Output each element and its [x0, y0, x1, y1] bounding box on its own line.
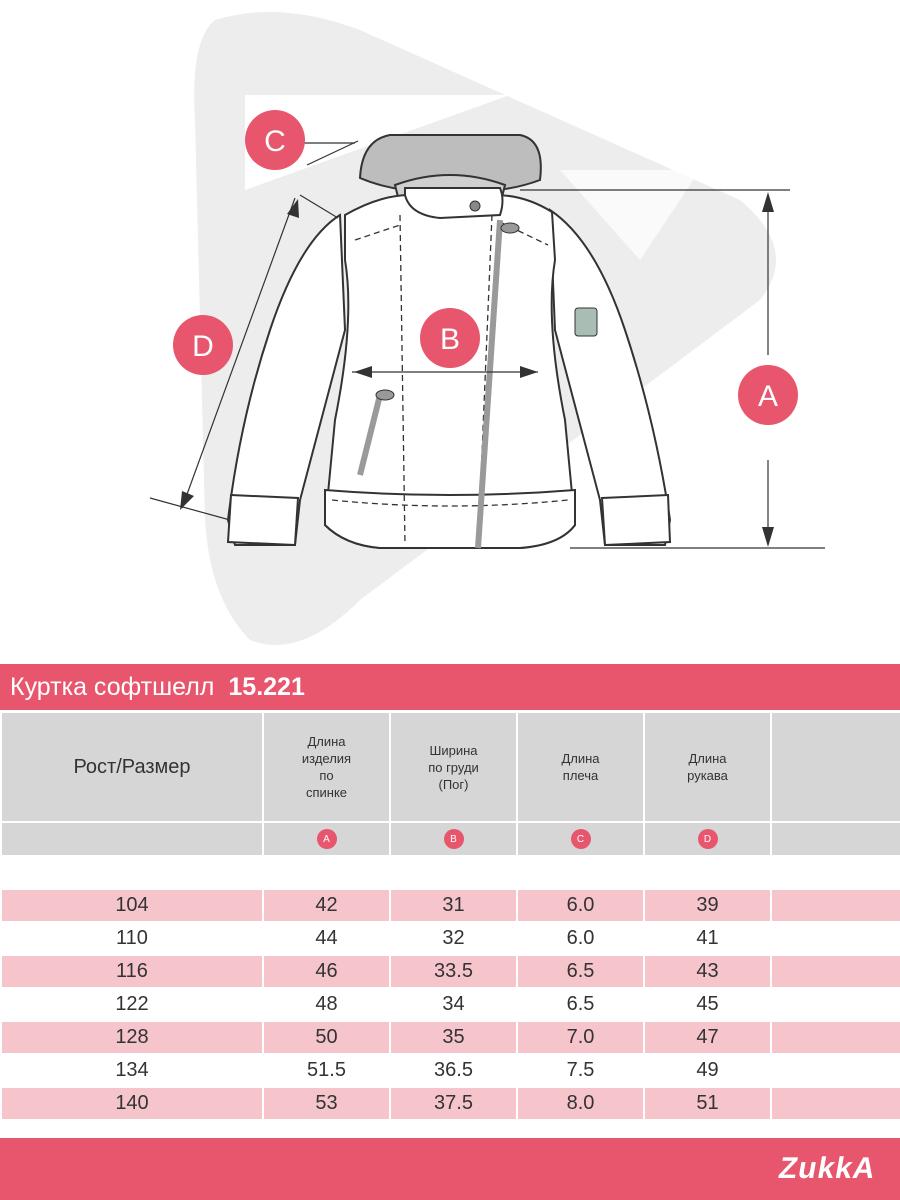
badge-d: D — [698, 829, 718, 849]
product-code: 15.221 — [228, 672, 305, 701]
measurement-cell: 53 — [263, 1087, 390, 1120]
column-header-empty — [771, 712, 900, 822]
measurement-cell: 44 — [263, 922, 390, 955]
measurement-cell: 46 — [263, 955, 390, 988]
measurement-cell: 35 — [390, 1021, 517, 1054]
badge-b: B — [444, 829, 464, 849]
measurement-cell: 49 — [644, 1054, 771, 1087]
table-row — [1, 1021, 900, 1054]
measurement-cell: 51.5 — [263, 1054, 390, 1087]
svg-text:A: A — [757, 380, 779, 413]
measurement-cell: 6.5 — [517, 988, 644, 1021]
size-table-header — [0, 711, 900, 857]
size-cell: 128 — [1, 1021, 263, 1054]
measurement-cell: 6.0 — [517, 922, 644, 955]
badge-c: C — [571, 829, 591, 849]
measurement-cell: 50 — [263, 1021, 390, 1054]
empty-cell — [771, 1054, 900, 1087]
empty-cell — [771, 889, 900, 922]
measurement-cell: 42 — [263, 889, 390, 922]
measurement-cell: 7.0 — [517, 1021, 644, 1054]
table-row — [1, 988, 900, 1021]
column-header-shoulder-length: Длина плеча — [517, 712, 644, 822]
size-cell: 134 — [1, 1054, 263, 1087]
row-header-label: Рост/Размер — [1, 712, 263, 822]
column-header-chest-width: Ширина по груди (Пог) — [390, 712, 517, 822]
empty-cell — [771, 922, 900, 955]
marker-d — [173, 315, 233, 375]
measurement-cell: 32 — [390, 922, 517, 955]
svg-text:D: D — [192, 330, 214, 363]
empty-cell — [771, 1021, 900, 1054]
marker-row-empty — [1, 822, 263, 856]
measurement-cell: 34 — [390, 988, 517, 1021]
size-cell: 116 — [1, 955, 263, 988]
sleeve-patch — [575, 308, 597, 336]
size-cell: 110 — [1, 922, 263, 955]
column-header-sleeve-length: Длина рукава — [644, 712, 771, 822]
measurement-cell: 43 — [644, 955, 771, 988]
measurement-cell: 37.5 — [390, 1087, 517, 1120]
column-header-back-length: Длина изделия по спинке — [263, 712, 390, 822]
measurement-cell: 33.5 — [390, 955, 517, 988]
table-row — [1, 889, 900, 922]
svg-text:C: C — [264, 125, 286, 158]
size-table — [0, 888, 900, 1121]
svg-text:B: B — [439, 323, 461, 356]
empty-cell — [771, 955, 900, 988]
measurement-cell: 48 — [263, 988, 390, 1021]
measurement-cell: 8.0 — [517, 1087, 644, 1120]
size-cell: 104 — [1, 889, 263, 922]
marker-c — [245, 110, 305, 170]
marker-a — [738, 365, 798, 425]
marker-b — [420, 308, 480, 368]
empty-cell — [771, 1087, 900, 1120]
product-title-bar — [0, 664, 900, 710]
size-cell: 122 — [1, 988, 263, 1021]
measurement-cell: 51 — [644, 1087, 771, 1120]
badge-a: A — [317, 829, 337, 849]
measurement-cell: 36.5 — [390, 1054, 517, 1087]
measurement-cell: 41 — [644, 922, 771, 955]
measurement-cell: 45 — [644, 988, 771, 1021]
footer-bar — [0, 1138, 900, 1200]
table-row — [1, 1087, 900, 1120]
measurement-cell: 6.0 — [517, 889, 644, 922]
measurement-cell: 7.5 — [517, 1054, 644, 1087]
empty-cell — [771, 988, 900, 1021]
measurement-cell: 47 — [644, 1021, 771, 1054]
measurement-cell: 31 — [390, 889, 517, 922]
measurement-cell: 6.5 — [517, 955, 644, 988]
table-row — [1, 955, 900, 988]
measurement-cell: 39 — [644, 889, 771, 922]
product-name: Куртка софтшелл — [10, 672, 215, 701]
table-row — [1, 1054, 900, 1087]
brand-logo: ZukkA — [776, 1152, 879, 1185]
size-cell: 140 — [1, 1087, 263, 1120]
table-row — [1, 922, 900, 955]
